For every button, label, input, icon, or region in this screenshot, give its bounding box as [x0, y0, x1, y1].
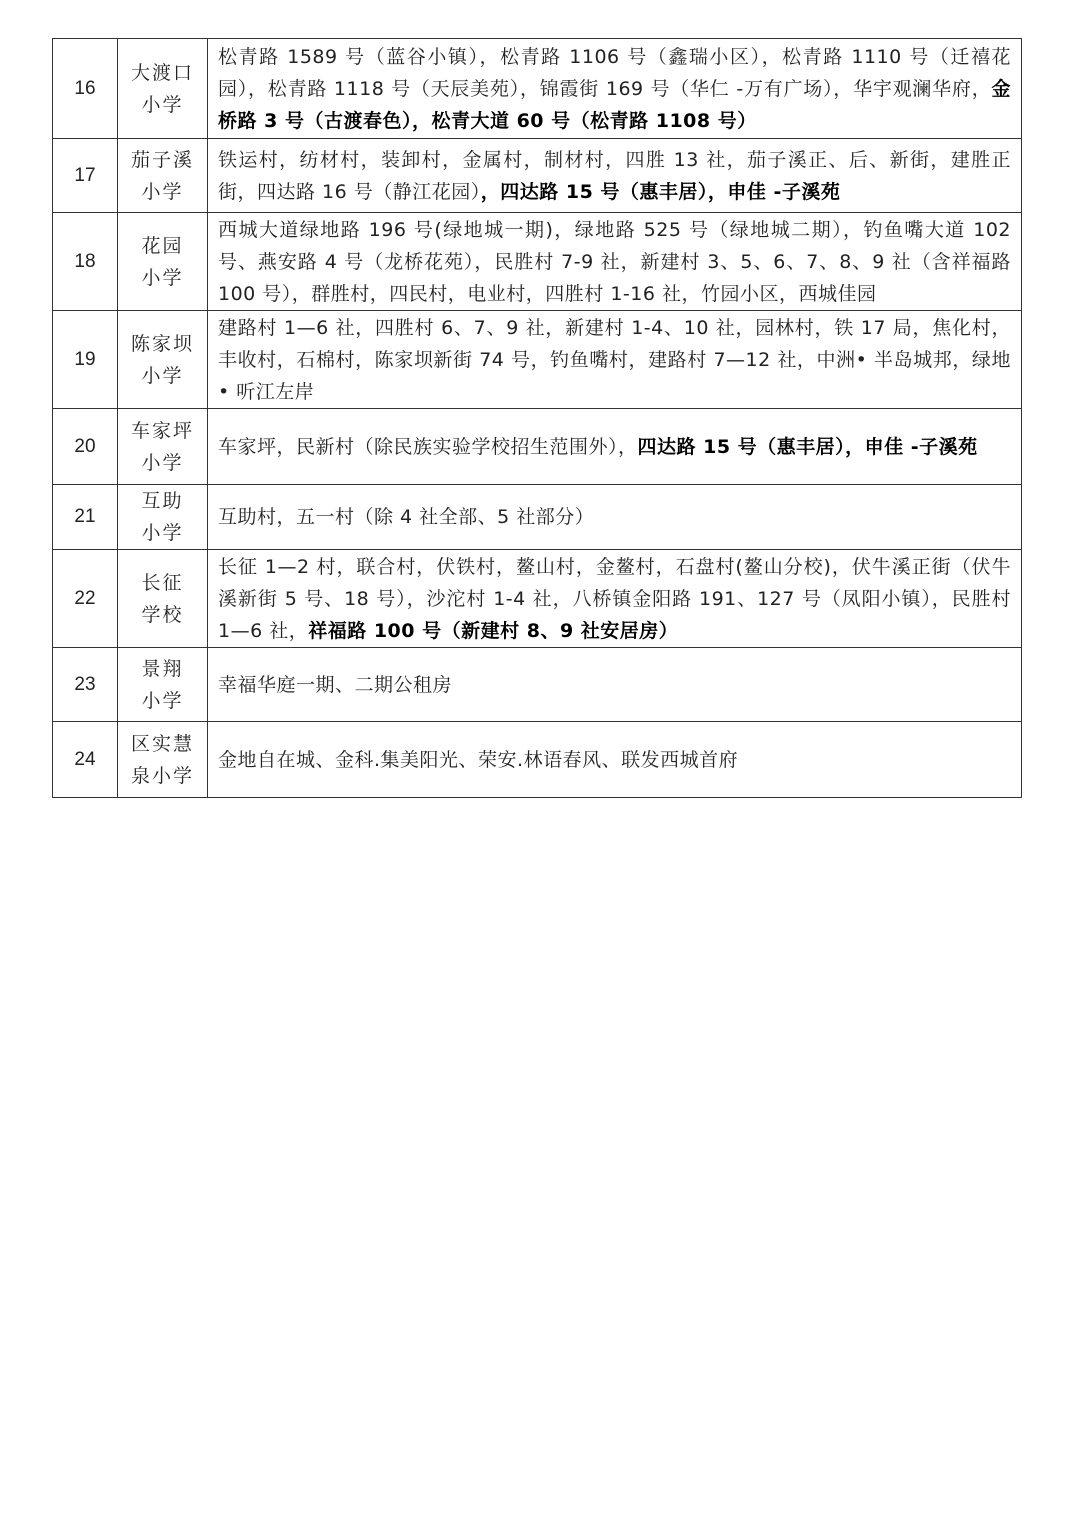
area-text: 松青路 1589 号（蓝谷小镇），松青路 1106 号（鑫瑞小区），松青路 1110 号（迁禧花园），松青路 1118 号（天辰美苑），锦霞街 169 号（华仁 -万有广场），华宇观澜华府， — [218, 45, 1011, 100]
table-row — [53, 39, 1022, 139]
school-name-line: 花园 — [141, 234, 184, 257]
row-number: 24 — [53, 722, 118, 798]
enrollment-area — [208, 550, 1022, 648]
row-number: 23 — [53, 648, 118, 722]
school-name-line: 小学 — [141, 364, 184, 387]
table-row — [53, 722, 1022, 798]
school-name-line: 互助 — [141, 490, 184, 512]
table-row — [53, 139, 1022, 213]
table-row — [53, 213, 1022, 311]
school-name-line: 小学 — [141, 266, 184, 289]
school-name — [118, 139, 208, 213]
school-name-line: 景翔 — [141, 657, 184, 680]
area-text: 互助村，五一村（除 4 社全部、5 社部分） — [218, 506, 595, 528]
table-body — [53, 39, 1022, 798]
school-name-line: 小学 — [141, 522, 184, 544]
row-number: 18 — [53, 213, 118, 311]
row-number: 20 — [53, 409, 118, 485]
enrollment-area — [208, 485, 1022, 550]
school-name — [118, 550, 208, 648]
table-row — [53, 648, 1022, 722]
school-name — [118, 409, 208, 485]
school-name-line: 学校 — [141, 603, 184, 626]
area-text: 车家坪，民新村（除民族实验学校招生范围外）， — [218, 435, 638, 458]
area-text-bold: 四达路 15 号（惠丰居），申佳 -子溪苑 — [637, 435, 978, 458]
area-text: 西城大道绿地路 196 号(绿地城一期)，绿地路 525 号（绿地城二期），钓鱼嘴大道 102 号、燕安路 4 号（龙桥花苑），民胜村 7-9 社，新建村 3、5、6、7、8、9 社（含祥福路 100 号），群胜村，四民村，电业村，四胜村 1-16 社，竹园小区，西城佳园 — [218, 218, 1012, 305]
school-district-table — [52, 38, 1022, 798]
enrollment-area — [208, 409, 1022, 485]
enrollment-area — [208, 213, 1022, 311]
area-text-bold: 祥福路 100 号（新建村 8、9 社安居房） — [308, 619, 679, 642]
area-text-bold: 金桥路 3 号（古渡春色），松青大道 60 号（松青路 1108 号） — [218, 77, 1011, 132]
school-name-line: 长征 — [141, 571, 184, 594]
school-name — [118, 722, 208, 798]
school-name-line: 大渡口 — [130, 61, 194, 84]
school-name — [118, 39, 208, 139]
school-name — [118, 311, 208, 409]
school-name-line: 陈家坝 — [130, 332, 194, 355]
school-name — [118, 485, 208, 550]
table-row — [53, 409, 1022, 485]
area-text: 建路村 1—6 社，四胜村 6、7、9 社，新建村 1-4、10 社，园林村，铁 17 局，焦化村，丰收村，石棉村，陈家坝新街 74 号，钓鱼嘴村，建路村 7—12 社，中洲• 半岛城邦，绿地• 听江左岸 — [218, 316, 1011, 403]
table-row — [53, 485, 1022, 550]
enrollment-area — [208, 722, 1022, 798]
school-name — [118, 648, 208, 722]
enrollment-area — [208, 648, 1022, 722]
school-name-line: 茄子溪 — [130, 148, 194, 171]
enrollment-area — [208, 39, 1022, 139]
table-row — [53, 550, 1022, 648]
area-text-bold: ，四达路 15 号（惠丰居），申佳 -子溪苑 — [480, 180, 841, 203]
row-number: 19 — [53, 311, 118, 409]
enrollment-area — [208, 311, 1022, 409]
school-name-line: 区实慧 — [130, 732, 194, 755]
school-name-line: 小学 — [141, 451, 184, 474]
area-text: 铁运村，纺材村，装卸村，金属村，制材村，四胜 13 社，茄子溪正、后、新街，建胜正街，四达路 16 号（静江花园） — [218, 148, 1011, 203]
row-number: 16 — [53, 39, 118, 139]
school-name-line: 泉小学 — [130, 764, 194, 787]
area-text: 金地自在城、金科.集美阳光、荣安.林语春风、联发西城首府 — [218, 748, 739, 771]
school-name-line: 小学 — [141, 93, 184, 116]
school-name — [118, 213, 208, 311]
school-name-line: 车家坪 — [130, 419, 194, 442]
school-name-line: 小学 — [141, 689, 184, 712]
row-number: 21 — [53, 485, 118, 550]
enrollment-area — [208, 139, 1022, 213]
row-number: 17 — [53, 139, 118, 213]
area-text: 长征 1—2 村，联合村，伏铁村，鳌山村，金鳌村，石盘村(鳌山分校)，伏牛溪正街（伏牛溪新街 5 号、18 号），沙沱村 1-4 社，八桥镇金阳路 191、127 号（凤阳小镇），民胜村 1—6 社， — [218, 555, 1011, 642]
row-number: 22 — [53, 550, 118, 648]
table-row — [53, 311, 1022, 409]
area-text: 幸福华庭一期、二期公租房 — [218, 673, 453, 696]
school-name-line: 小学 — [141, 180, 184, 203]
